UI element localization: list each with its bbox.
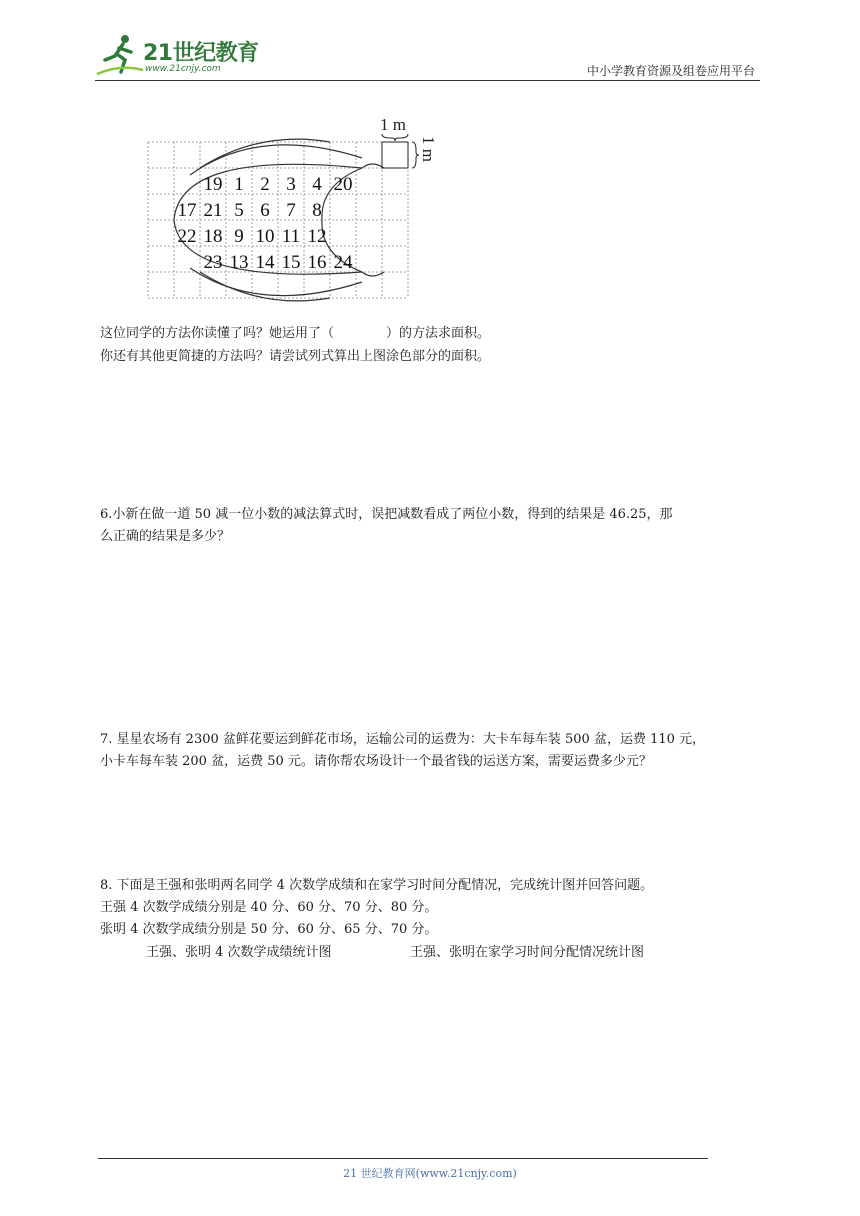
grid-figure <box>140 110 460 310</box>
site-logo <box>95 30 265 80</box>
cell-number: 13 <box>229 252 249 273</box>
q6-line-2: 么正确的结果是多少？ <box>100 529 231 544</box>
cell-number: 2 <box>260 174 270 195</box>
cell-number: 21 <box>203 200 223 221</box>
cell-number: 15 <box>281 252 301 273</box>
unit-label-right: 1 m <box>419 136 438 162</box>
q8-chart1-title: 王强、张明 4 次数学成绩统计图 <box>146 945 332 960</box>
unit-label-top: 1 m <box>380 115 406 134</box>
grid-diagram <box>140 110 460 310</box>
header-divider <box>95 80 760 81</box>
cell-number: 12 <box>307 226 327 247</box>
cell-number: 23 <box>203 252 223 273</box>
cell-number: 24 <box>333 252 353 273</box>
cell-number: 10 <box>255 226 275 247</box>
cell-number: 1 <box>234 174 244 195</box>
q7-line-2: 小卡车每车装 200 盆，运费 50 元。请你帮农场设计一个最省钱的运送方案，需要运费多少元？ <box>100 754 652 769</box>
q6-line-1: 6.小新在做一道 50 减一位小数的减法算式时，误把减数看成了两位小数，得到的结果是 46.25，那 <box>100 507 673 522</box>
cell-number: 22 <box>177 226 197 247</box>
cell-number: 14 <box>255 252 275 273</box>
footer-text: 21 世纪教育网(www.21cnjy.com) <box>343 1167 517 1180</box>
q8-line-2: 王强 4 次数学成绩分别是 40 分、60 分、70 分、80 分。 <box>100 900 438 915</box>
cell-number: 4 <box>312 174 322 195</box>
cell-number: 8 <box>312 200 322 221</box>
footer-divider <box>98 1158 708 1159</box>
q7-line-1: 7. 星星农场有 2300 盆鲜花要运到鲜花市场，运输公司的运费为：大卡车每车装 500 盆，运费 110 元， <box>100 732 706 747</box>
logo-text: 21世纪教育 <box>143 41 259 66</box>
page-header <box>95 30 760 80</box>
cell-number: 18 <box>203 226 223 247</box>
q5-line-1: 这位同学的方法你读懂了吗？她运用了（ ）的方法求面积。 <box>100 326 491 341</box>
cell-number: 17 <box>177 200 197 221</box>
cell-number: 9 <box>234 226 244 247</box>
q5-line-2: 你还有其他更简捷的方法吗？请尝试列式算出上图涂色部分的面积。 <box>100 349 491 364</box>
cell-number: 20 <box>333 174 353 195</box>
runner-icon <box>95 30 145 80</box>
cell-number: 3 <box>286 174 296 195</box>
cell-number: 5 <box>234 200 244 221</box>
cell-number: 7 <box>286 200 296 221</box>
cell-number: 16 <box>307 252 327 273</box>
q8-line-3: 张明 4 次数学成绩分别是 50 分、60 分、65 分、70 分。 <box>100 922 438 937</box>
q8-chart2-title: 王强、张明在家学习时间分配情况统计图 <box>410 945 645 960</box>
logo-url: www.21cnjy.com <box>145 64 221 74</box>
cell-number: 11 <box>281 226 301 247</box>
q8-line-1: 8. 下面是王强和张明两名同学 4 次数学成绩和在家学习时间分配情况，完成统计图并回答问题。 <box>100 878 654 893</box>
cell-number: 19 <box>203 174 223 195</box>
cell-number: 6 <box>260 200 270 221</box>
platform-label: 中小学教育资源及组卷应用平台 <box>586 64 755 78</box>
